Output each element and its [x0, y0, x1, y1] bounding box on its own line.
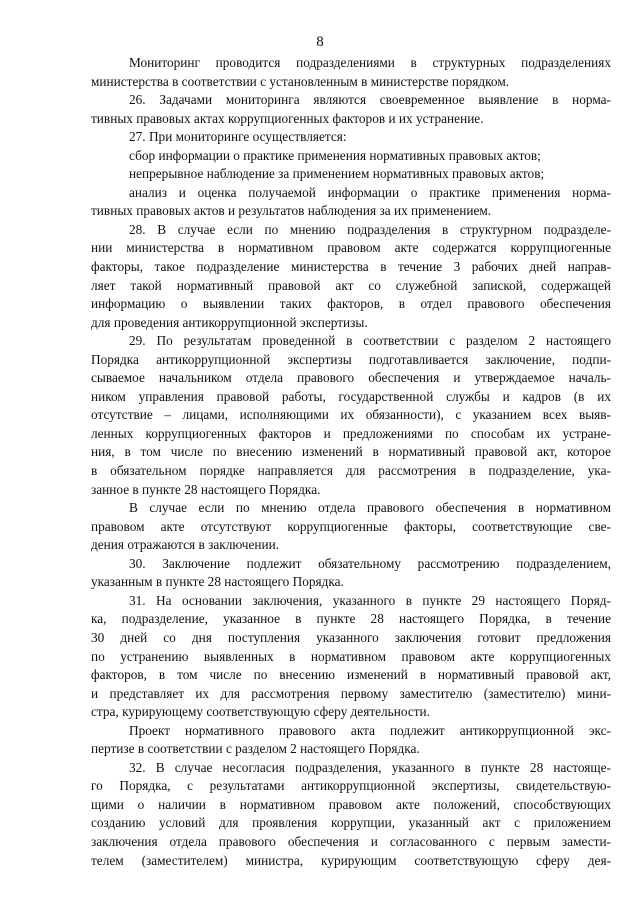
text-line: стра, курирующему соответствующую сферу деятельности.	[91, 704, 430, 720]
text-line: нии министерства в нормативном правовом акте содержатся коррупциогенные	[91, 240, 611, 256]
text-line: заключения отдела правового обеспечения и согласованного с первым замести-	[91, 833, 611, 849]
text-line: информацию о выявлении таких факторов, в отдел правового обеспечения	[91, 296, 611, 312]
text-line: созданию условий для проявления коррупции, указанный акт с приложением	[91, 815, 611, 831]
text-line: 32. В случае несогласия подразделения, указанного в пункте 28 настояще-	[129, 759, 611, 775]
text-line: отсутствие – лицами, исполняющими их обязанности), с указанием всех выяв-	[91, 407, 611, 423]
text-line: правовом акте отсутствуют коррупциогенные факторы, соответствующие све-	[91, 518, 611, 534]
text-line: ния, в том числе по внесению изменений в нормативный правовой акт, которое	[91, 444, 611, 460]
text-line: ником управления правовой работы, государственной службы и кадров (в их	[91, 388, 611, 404]
text-line: указанным в пункте 28 настоящего Порядка.	[91, 574, 344, 590]
text-line: в обязательном порядке направляется для рассмотрения в подразделение, ука-	[91, 463, 611, 479]
text-line: тивных правовых актах коррупциогенных факторов и их устранение.	[91, 110, 484, 126]
text-line: ляет такой нормативный правовой акт со служебной запиской, содержащей	[91, 277, 611, 293]
text-line: щими о наличии в нормативном правовом акте положений, способствующих	[91, 796, 611, 812]
text-line: сбор информации о практике применения нормативных правовых актов;	[129, 147, 541, 163]
text-line: анализ и оценка получаемой информации о практике применения норма-	[129, 184, 611, 200]
text-line: 30. Заключение подлежит обязательному рассмотрению подразделением,	[129, 555, 611, 571]
text-line: пертизе в соответствии с разделом 2 настоящего Порядка.	[91, 741, 420, 757]
text-line: Порядка антикоррупционной экспертизы подготавливается заключение, подпи-	[91, 351, 611, 367]
text-line: занное в пункте 28 настоящего Порядка.	[91, 481, 321, 497]
text-line: 28. В случае если по мнению подразделения в структурном подразделе-	[129, 221, 611, 237]
text-line: для проведения антикоррупционной экспертизы.	[91, 314, 368, 330]
text-line: Мониторинг проводится подразделениями в структурных подразделениях	[129, 55, 611, 70]
text-line: факторов, в том числе по внесению изменений в нормативный правовой акт,	[91, 667, 611, 683]
text-line: факторы, такое подразделение министерства в течение 3 рабочих дней направ-	[91, 259, 611, 275]
text-line: сываемое начальником отдела правового обеспечения и утверждаемое началь-	[91, 370, 611, 386]
text-line: 26. Задачами мониторинга являются своевременное выявление в норма-	[129, 92, 611, 108]
text-line: 27. При мониторинге осуществляется:	[129, 129, 347, 145]
document-body	[91, 54, 611, 870]
text-line: и представляет их для рассмотрения первому заместителю (заместителю) мини-	[91, 685, 611, 701]
text-line: Проект нормативного правового акта подлежит антикоррупционной экс-	[129, 722, 611, 738]
text-line: ка, подразделение, указанное в пункте 28 настоящего Порядка, в течение	[91, 611, 611, 627]
text-line: министерства в соответствии с установленным в министерстве порядком.	[91, 73, 510, 89]
text-line: тивных правовых актов и результатов наблюдения за их применением.	[91, 203, 492, 219]
text-line: телем (заместителем) министра, курирующим соответствующую сферу дея-	[91, 852, 611, 868]
page-number: 8	[316, 34, 324, 50]
text-line: дения отражаются в заключении.	[91, 537, 280, 553]
text-line: го Порядка, с результатами антикоррупционной экспертизы, свидетельствую-	[91, 778, 611, 794]
text-line: 29. По результатам проведенной в соответствии с разделом 2 настоящего	[129, 333, 611, 349]
text-line: ленных коррупциогенных факторов и предложениями по способам их устране-	[91, 425, 611, 441]
text-line: по устранению выявленных в нормативном правовом акте коррупциогенных	[91, 648, 611, 664]
text-line: 31. На основании заключения, указанного в пункте 29 настоящего Поряд-	[129, 592, 611, 608]
text-line: 30 дней со дня поступления указанного заключения готовит предложения	[91, 629, 611, 645]
text-line: В случае если по мнению отдела правового обеспечения в нормативном	[129, 500, 611, 516]
text-line: непрерывное наблюдение за применением нормативных правовых актов;	[129, 166, 545, 182]
